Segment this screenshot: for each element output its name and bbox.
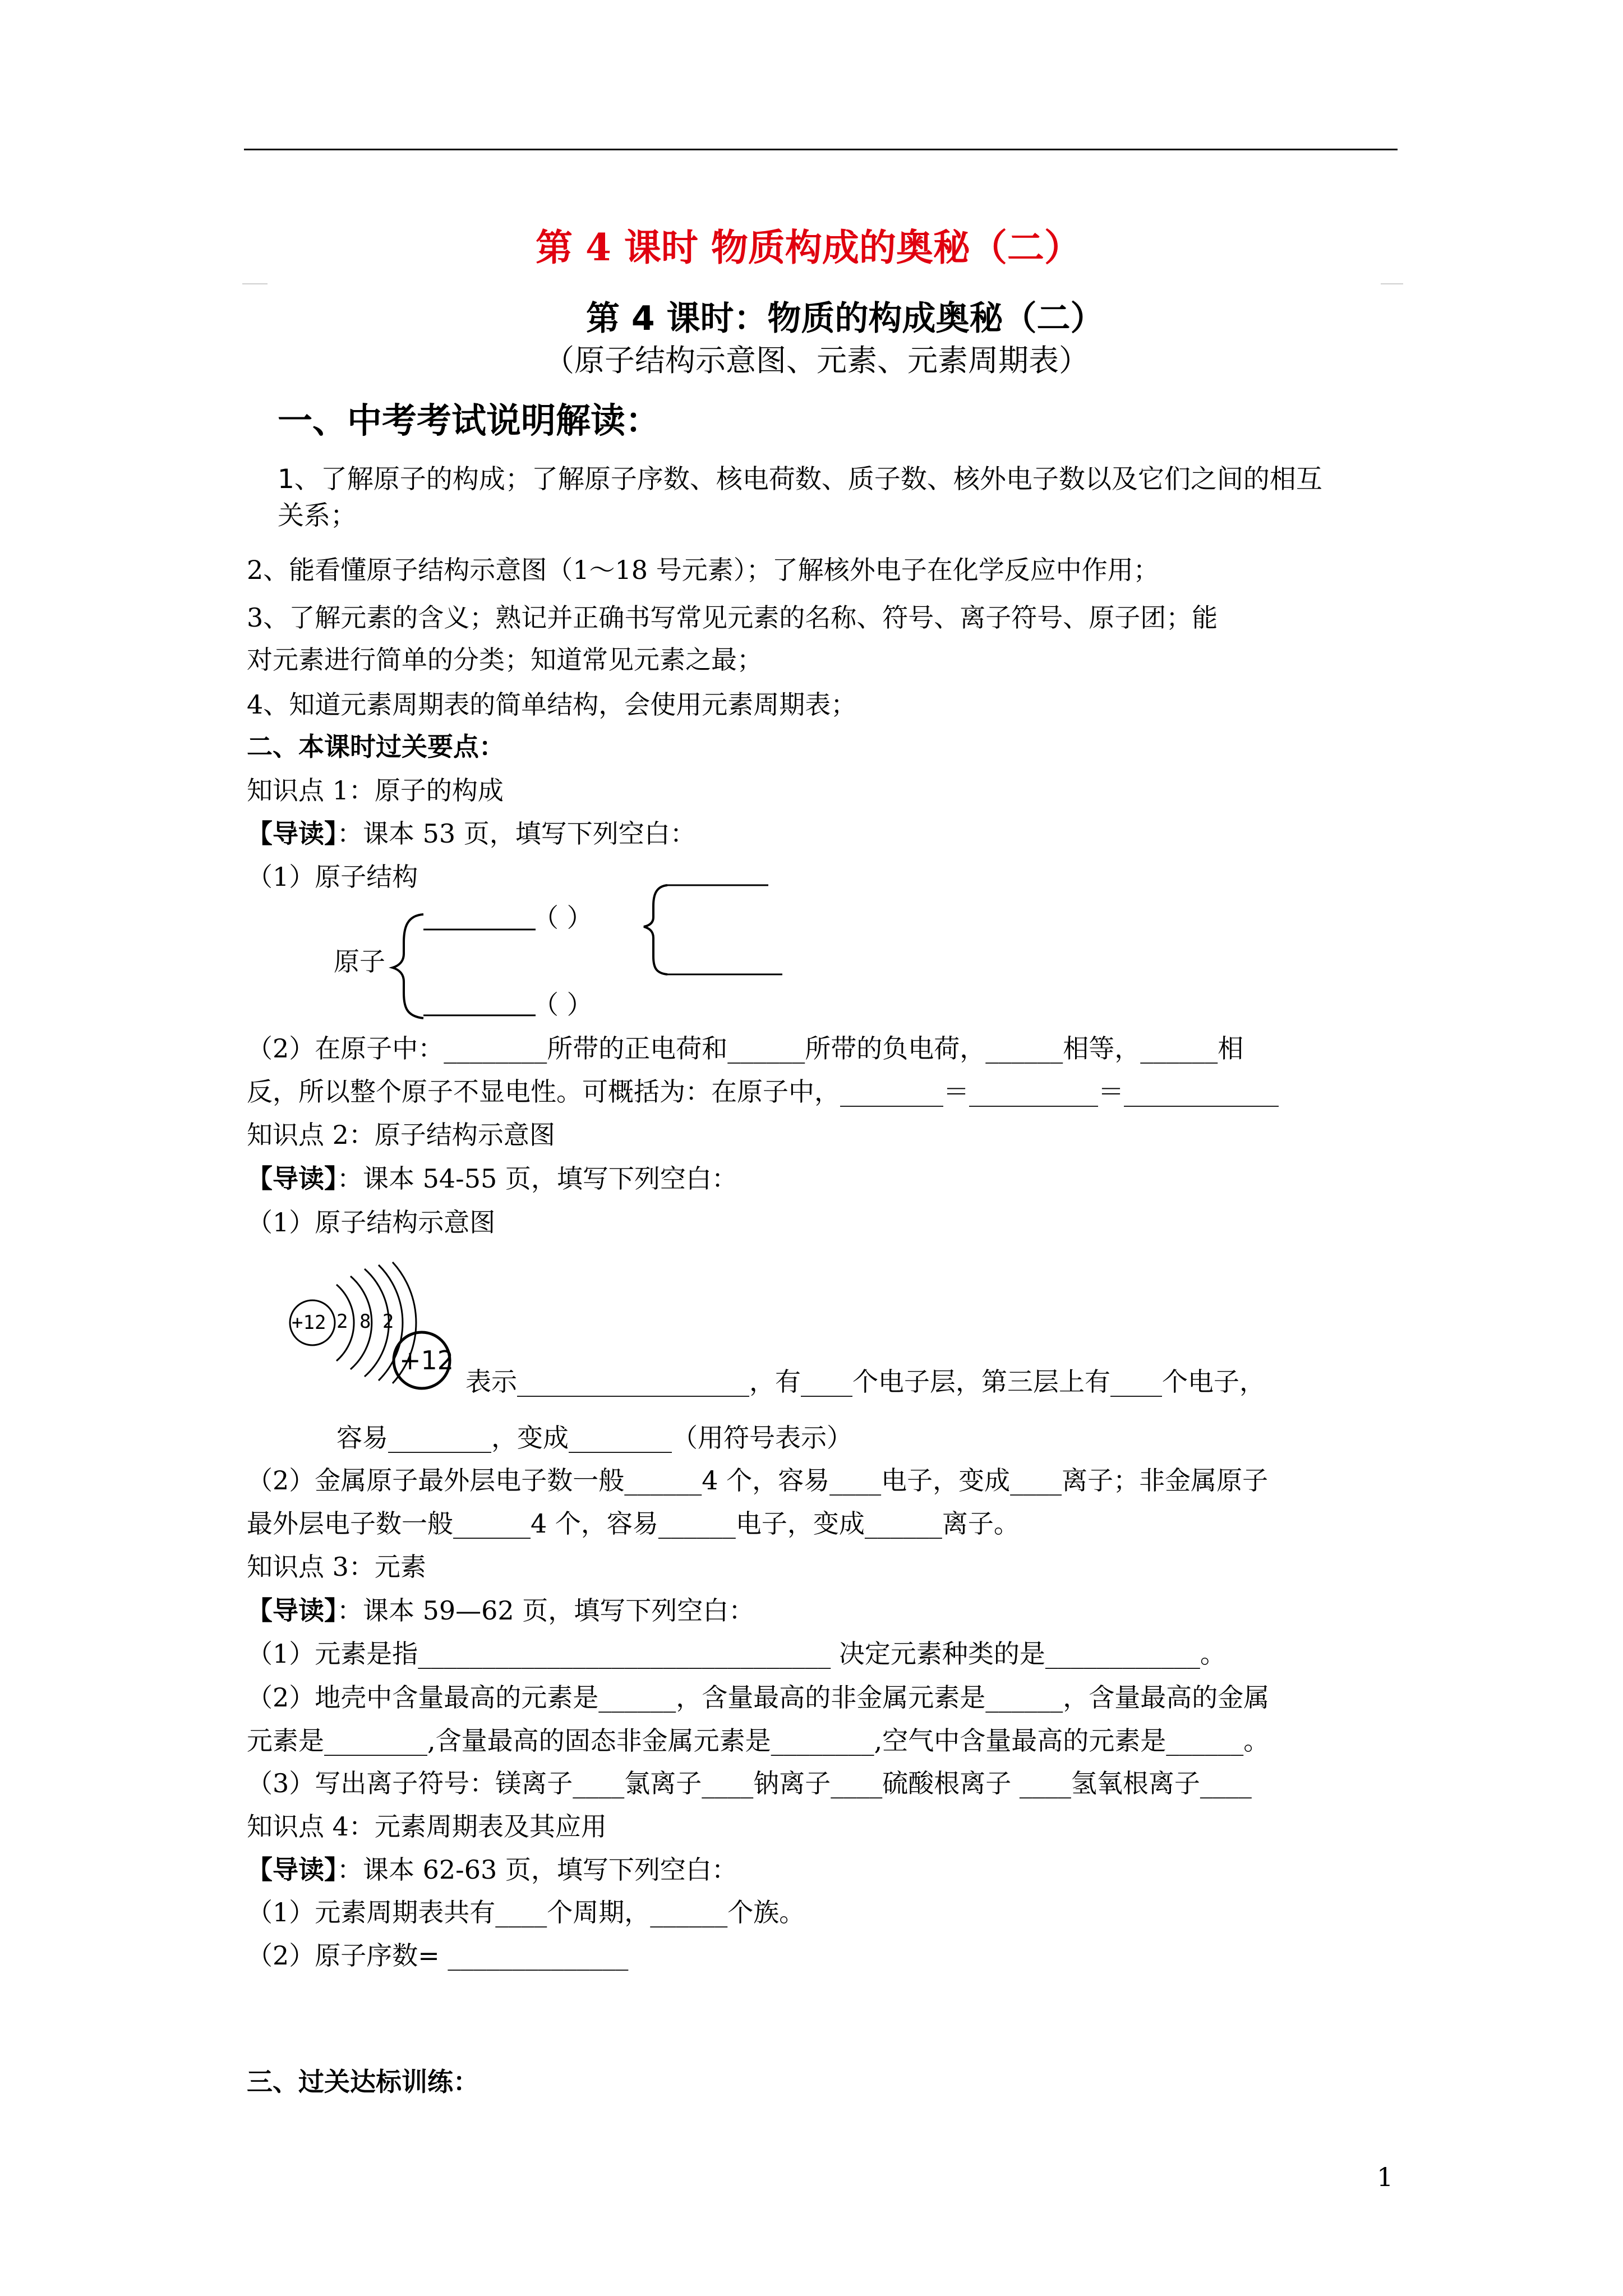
lesson-topics: （原子结构示意图、元素、元素周期表） [544, 343, 1089, 378]
k1-guide-tag: 【导读】 [247, 818, 337, 849]
page-number: 1 [1377, 2162, 1394, 2192]
lesson-subtitle: 第 4 课时：物质的构成奥秘（二） [586, 299, 1104, 338]
k1-q1: （1）原子结构 [247, 862, 418, 892]
section3-heading: 三、过关达标训练： [247, 2067, 479, 2097]
k4-title: 知识点 4：元素周期表及其应用 [247, 1811, 607, 1842]
k3-q3: （3）写出离子符号：镁离子____氯离子____钠离子____硫酸根离子 ____氢氧根离子____ [247, 1768, 1252, 1798]
k2-q1: （1）原子结构示意图 [247, 1207, 496, 1237]
section1-heading: 一、中考考试说明解读： [278, 400, 661, 441]
big-nucleus-charge: +12 [399, 1345, 454, 1375]
k3-title: 知识点 3：元素 [247, 1552, 426, 1582]
k1-paren-bottom: （ ） [533, 990, 593, 1020]
scan-edge-mark-left [242, 283, 268, 284]
section1-item4: 4、知道元素周期表的简单结构，会使用元素周期表； [247, 689, 857, 720]
k1-q2-line2: 反，所以整个原子不显电性。可概括为：在原子中，________＝__________＝____________ [247, 1076, 1279, 1107]
k2-line2: 容易________，变成________（用符号表示） [336, 1423, 852, 1453]
small-shell-electrons: 2 8 2 [336, 1310, 394, 1333]
k3-q2-line1: （2）地壳中含量最高的元素是______，含量最高的非金属元素是______，含量最高的金属 [247, 1682, 1270, 1713]
small-nucleus-charge: +12 [292, 1312, 326, 1334]
scan-edge-mark-right [1381, 283, 1403, 284]
k4-q1: （1）元素周期表共有____个周期，______个族。 [247, 1897, 805, 1927]
section2-heading: 二、本课时过关要点： [247, 731, 505, 762]
k2-q2-line2: 最外层电子数一般______4 个，容易______电子，变成______离子。 [247, 1508, 1020, 1539]
section1-item1-line2: 关系； [278, 500, 357, 531]
section1-item1-line1: 1、了解原子的构成；了解原子序数、核电荷数、质子数、核外电子数以及它们之间的相互 [278, 464, 1322, 495]
k1-guide [247, 816, 696, 851]
k2-line1: 表示__________________，有____个电子层，第三层上有____个电子， [465, 1366, 1265, 1397]
k1-paren-top: （ ） [533, 903, 593, 933]
section1-item3-line2: 对元素进行简单的分类；知道常见元素之最； [247, 645, 763, 675]
k2-guide-text: ：课本 54-55 页，填写下列空白： [337, 1163, 737, 1194]
k4-guide-text: ：课本 62-63 页，填写下列空白： [337, 1855, 737, 1885]
k2-title: 知识点 2：原子结构示意图 [247, 1120, 555, 1150]
k3-q1: （1）元素是指________________________________ 决定元素种类的是____________。 [247, 1639, 1226, 1669]
k2-guide-tag: 【导读】 [247, 1163, 337, 1194]
k1-guide-text: ：课本 53 页，填写下列空白： [337, 818, 696, 849]
k2-guide [247, 1161, 737, 1196]
k4-q2: （2）原子序数= ______________ [247, 1940, 629, 1971]
k1-q2-line1: （2）在原子中：________所带的正电荷和______所带的负电荷，______相等，______相 [247, 1033, 1244, 1064]
page-title: 第 4 课时 物质构成的奥秘（二） [536, 226, 1081, 269]
header-rule [244, 149, 1398, 150]
k3-guide-text: ：课本 59—62 页，填写下列空白： [337, 1595, 755, 1626]
k3-guide-tag: 【导读】 [247, 1595, 337, 1626]
k4-guide-tag: 【导读】 [247, 1855, 337, 1885]
k2-q2-line1: （2）金属原子最外层电子数一般______4 个，容易____电子，变成____离子；非金属原子 [247, 1465, 1269, 1496]
k4-guide [247, 1852, 737, 1887]
section1-item2: 2、能看懂原子结构示意图（1～18 号元素）；了解核外电子在化学反应中作用； [247, 555, 1159, 585]
k3-guide [247, 1593, 754, 1628]
section1-item3-line1: 3、了解元素的含义；熟记并正确书写常见元素的名称、符号、离子符号、原子团；能 [247, 602, 1218, 633]
k3-q2-line2: 元素是________,含量最高的固态非金属元素是________,空气中含量最高的元素是______。 [247, 1726, 1270, 1756]
k1-title: 知识点 1：原子的构成 [247, 775, 504, 806]
k1-atom-label: 原子 [334, 946, 385, 977]
